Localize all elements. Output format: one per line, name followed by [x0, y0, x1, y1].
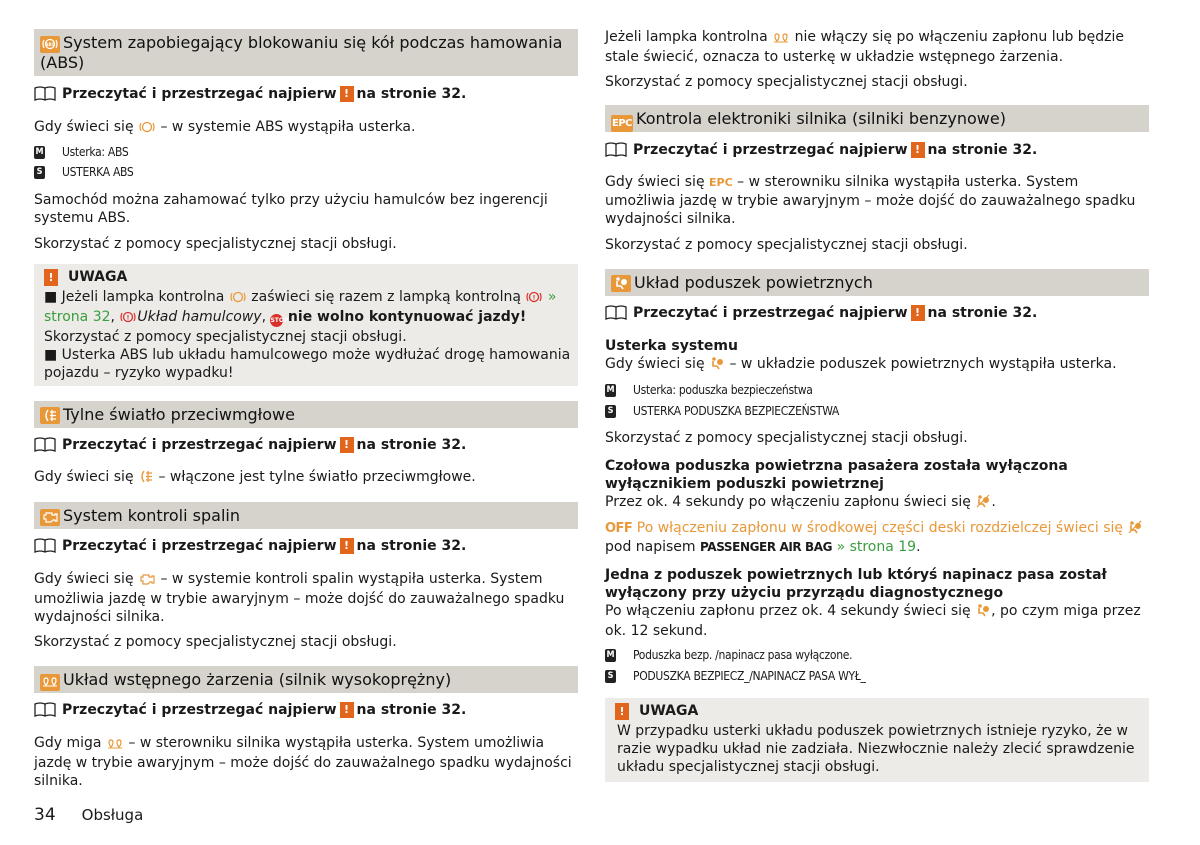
passenger-airbag-label: PASSENGER AIR BAG — [700, 540, 833, 554]
display-key-s: S — [605, 405, 616, 418]
warning-mark-icon: ! — [44, 269, 58, 286]
svg-text:ABS: ABS — [44, 43, 56, 48]
rear-fog-light-icon — [40, 407, 60, 424]
page-link[interactable]: » strona 32 — [44, 289, 557, 325]
book-icon — [34, 702, 56, 718]
front-airbag-title: Czołowa poduszka powietrzna pasażera została wyłączona wyłącznikiem poduszki powietrznej — [605, 458, 1068, 492]
front-airbag-text: Przez ok. 4 sekundy po włączeniu zapłonu świeci się . — [605, 493, 1149, 513]
warning-box — [34, 264, 578, 386]
service-text: Skorzystać z pomocy specjalistycznej stacji obsługi. — [34, 236, 397, 252]
service-text: Skorzystać z pomocy specjalistycznej stacji obsługi. — [605, 237, 968, 253]
read-note-text: Przeczytać i przestrzegać najpierw — [62, 702, 337, 718]
display-key-m: M — [606, 384, 615, 395]
section-heading-text: Kontrola elektroniki silnika (silniki benzynowe) — [636, 109, 1006, 128]
section-heading-abs — [34, 29, 578, 76]
read-note — [34, 700, 578, 720]
section-heading-glow — [34, 666, 578, 693]
read-note — [34, 536, 578, 556]
footer-section: Obsługa — [81, 806, 144, 824]
book-icon — [34, 86, 56, 102]
right-column — [605, 0, 1149, 845]
brake-lamp-icon — [120, 310, 136, 328]
off-tag: OFF — [605, 521, 633, 536]
off-lamp-text-line2: pod napisem PASSENGER AIR BAG » strona 19. — [605, 539, 921, 555]
airbag-icon — [611, 275, 631, 292]
warning-mark-icon: ! — [340, 437, 354, 453]
section-heading-airbag — [605, 269, 1149, 296]
abs-braking-text: Samochód można zahamować tylko przy użyciu hamulców bez ingerencji systemu ABS. — [34, 192, 548, 226]
fault-title: Usterka systemu — [605, 338, 738, 354]
abs-lamp-icon — [230, 290, 246, 308]
section-heading-text: System zapobiegający blokowaniu się kół podczas hamowania (ABS) — [40, 33, 563, 72]
display-message-s: S PODUSZKA BEZPIECZ_/NAPINACZ PASA WYŁ_ — [605, 669, 1149, 683]
epc-lamp-text: Gdy świeci się EPC – w sterowniku silnika wystąpiła usterka. System umożliwia jazdę w trybie awaryjnym – może dojść do zauważalnego spadku wydajności silnika. — [605, 174, 1136, 227]
airbag-off-icon — [976, 494, 990, 513]
abs-lamp-text: Gdy świeci się – w systemie ABS wystąpiła usterka. — [34, 118, 578, 138]
warning-mark-icon: ! — [340, 702, 354, 718]
exhaust-lamp-text: Gdy świeci się – w systemie kontroli spalin wystąpiła usterka. System umożliwia jazdę w trybie awaryjnym – może dojść do zauważalnego spadku wydajności silnika. — [34, 571, 565, 625]
warning-title: ! UWAGA — [44, 268, 572, 286]
off-lamp-text: OFF Po włączeniu zapłonu w środkowej części deski rozdzielczej świeci się — [605, 519, 1149, 539]
warning-title: ! UWAGA — [615, 702, 1143, 720]
airbag-fault-text: Gdy świeci się – w układzie poduszek powietrznych wystąpiła usterka. — [605, 355, 1149, 375]
diag-text: Po włączeniu zapłonu przez ok. 4 sekundy świeci się , po czym miga przez ok. 12 sekund. — [605, 603, 1141, 639]
read-note — [605, 140, 1149, 160]
engine-icon — [139, 572, 155, 590]
service-text: Skorzystać z pomocy specjalistycznej stacji obsługi. — [34, 634, 397, 650]
warning-mark-icon: ! — [340, 538, 354, 554]
display-key-m: M — [606, 649, 615, 660]
book-icon — [605, 305, 627, 321]
epc-icon: EPC — [709, 176, 733, 189]
svg-text:!: ! — [533, 294, 536, 302]
read-note-text: Przeczytać i przestrzegać najpierw — [633, 305, 908, 321]
read-note-page: na stronie 32. — [356, 702, 467, 718]
read-note-page: na stronie 32. — [927, 142, 1038, 158]
display-message-m: M Poduszka bezp. /napinacz pasa wyłączone. — [606, 648, 853, 662]
brake-lamp-icon — [526, 290, 542, 308]
glow-plug-icon — [107, 736, 123, 754]
abs-lamp-icon — [139, 120, 155, 138]
warning-text: W przypadku usterki układu poduszek powietrznych istnieje ryzyko, że w razie wypadku układ nie zadziała. Niezwłocznie należy zlecić sprawdzenie układu specjalistycznej stacji obsługi. — [617, 723, 1135, 775]
read-note — [34, 435, 578, 455]
fog-lamp-text: Gdy świeci się – włączone jest tylne światło przeciwmgłowe. — [34, 468, 578, 488]
display-message-s: S USTERKA PODUSZKA BEZPIECZEŃSTWA — [605, 404, 1149, 418]
display-message-s: S USTERKA ABS — [34, 165, 578, 179]
book-icon — [34, 538, 56, 554]
warning-mark-icon: ! — [911, 142, 925, 158]
section-heading-text: Układ wstępnego żarzenia (silnik wysokoprężny) — [63, 670, 452, 689]
warning-bullet-1: ■ Jeżeli lampka kontrolna zaświeci się razem z lampką kontrolną ! » strona 32, ! Układ hamulcowy, STOP nie wolno kontynuować jazdy! Skorzystać z pomocy specjalistycznej stacji obsługi. — [44, 289, 557, 345]
service-text: Skorzystać z pomocy specjalistycznej stacji obsługi. — [605, 430, 968, 446]
display-key-m: M — [35, 146, 44, 157]
read-note-page: na stronie 32. — [356, 86, 467, 102]
read-note — [34, 84, 578, 104]
read-note-page: na stronie 32. — [927, 305, 1038, 321]
book-icon — [605, 142, 627, 158]
diag-title: Jedna z poduszek powietrznych lub któryś napinacz pasa został wyłączony przy użyciu przyrządu diagnostycznego — [605, 567, 1107, 601]
read-note — [605, 303, 1149, 323]
left-column — [34, 0, 578, 845]
abs-warning-icon — [40, 36, 60, 53]
page-link[interactable]: » strona 19 — [836, 539, 917, 555]
read-note-text: Przeczytać i przestrzegać najpierw — [633, 142, 908, 158]
display-key-s: S — [605, 670, 616, 683]
warning-bullet-2: ■ Usterka ABS lub układu hamulcowego może wydłużać drogę hamowania pojazdu – ryzyko wypadku! — [44, 347, 571, 381]
book-icon — [34, 437, 56, 453]
warning-mark-icon: ! — [340, 86, 354, 102]
rear-fog-light-icon — [139, 470, 153, 488]
read-note-text: Przeczytać i przestrzegać najpierw — [62, 437, 337, 453]
airbag-off-icon — [1128, 520, 1142, 539]
section-heading-text: Układ poduszek powietrznych — [634, 273, 873, 292]
stop-icon: STOP — [270, 314, 283, 327]
section-heading-text: System kontroli spalin — [63, 506, 240, 525]
display-key-s: S — [34, 166, 45, 179]
page-number: 34 — [34, 805, 56, 825]
display-message-m: M Usterka: poduszka bezpieczeństwa — [606, 383, 813, 397]
display-message-m: M Usterka: ABS — [35, 145, 129, 159]
section-heading-exhaust — [34, 502, 578, 529]
airbag-icon — [976, 603, 990, 622]
section-heading-fog — [34, 401, 578, 428]
read-note-text: Przeczytać i przestrzegać najpierw — [62, 86, 337, 102]
warning-box — [605, 698, 1149, 782]
service-text: Skorzystać z pomocy specjalistycznej stacji obsługi. — [605, 74, 968, 90]
section-heading-epc — [605, 105, 1149, 132]
glow-plug-icon — [773, 30, 789, 48]
page-footer — [34, 806, 143, 824]
read-note-page: na stronie 32. — [356, 437, 467, 453]
epc-icon: EPC — [611, 115, 633, 132]
svg-text:!: ! — [127, 314, 130, 322]
read-note-text: Przeczytać i przestrzegać najpierw — [62, 538, 337, 554]
engine-icon — [40, 509, 60, 526]
warning-mark-icon: ! — [615, 703, 629, 720]
airbag-icon — [710, 356, 724, 375]
glow-plug-icon — [40, 674, 60, 691]
glow-lamp-text: Gdy miga – w sterowniku silnika wystąpiła usterka. System umożliwia jazdę w trybie awaryjnym – może dojść do zauważalnego spadku wydajności silnika. — [34, 735, 572, 789]
section-heading-text: Tylne światło przeciwmgłowe — [63, 405, 295, 424]
warning-mark-icon: ! — [911, 305, 925, 321]
glow-continued-text: Jeżeli lampka kontrolna nie włączy się po włączeniu zapłonu lub będzie stale świecić, oznacza to usterkę w układzie wstępnego żarzenia. — [605, 29, 1125, 65]
read-note-page: na stronie 32. — [356, 538, 467, 554]
